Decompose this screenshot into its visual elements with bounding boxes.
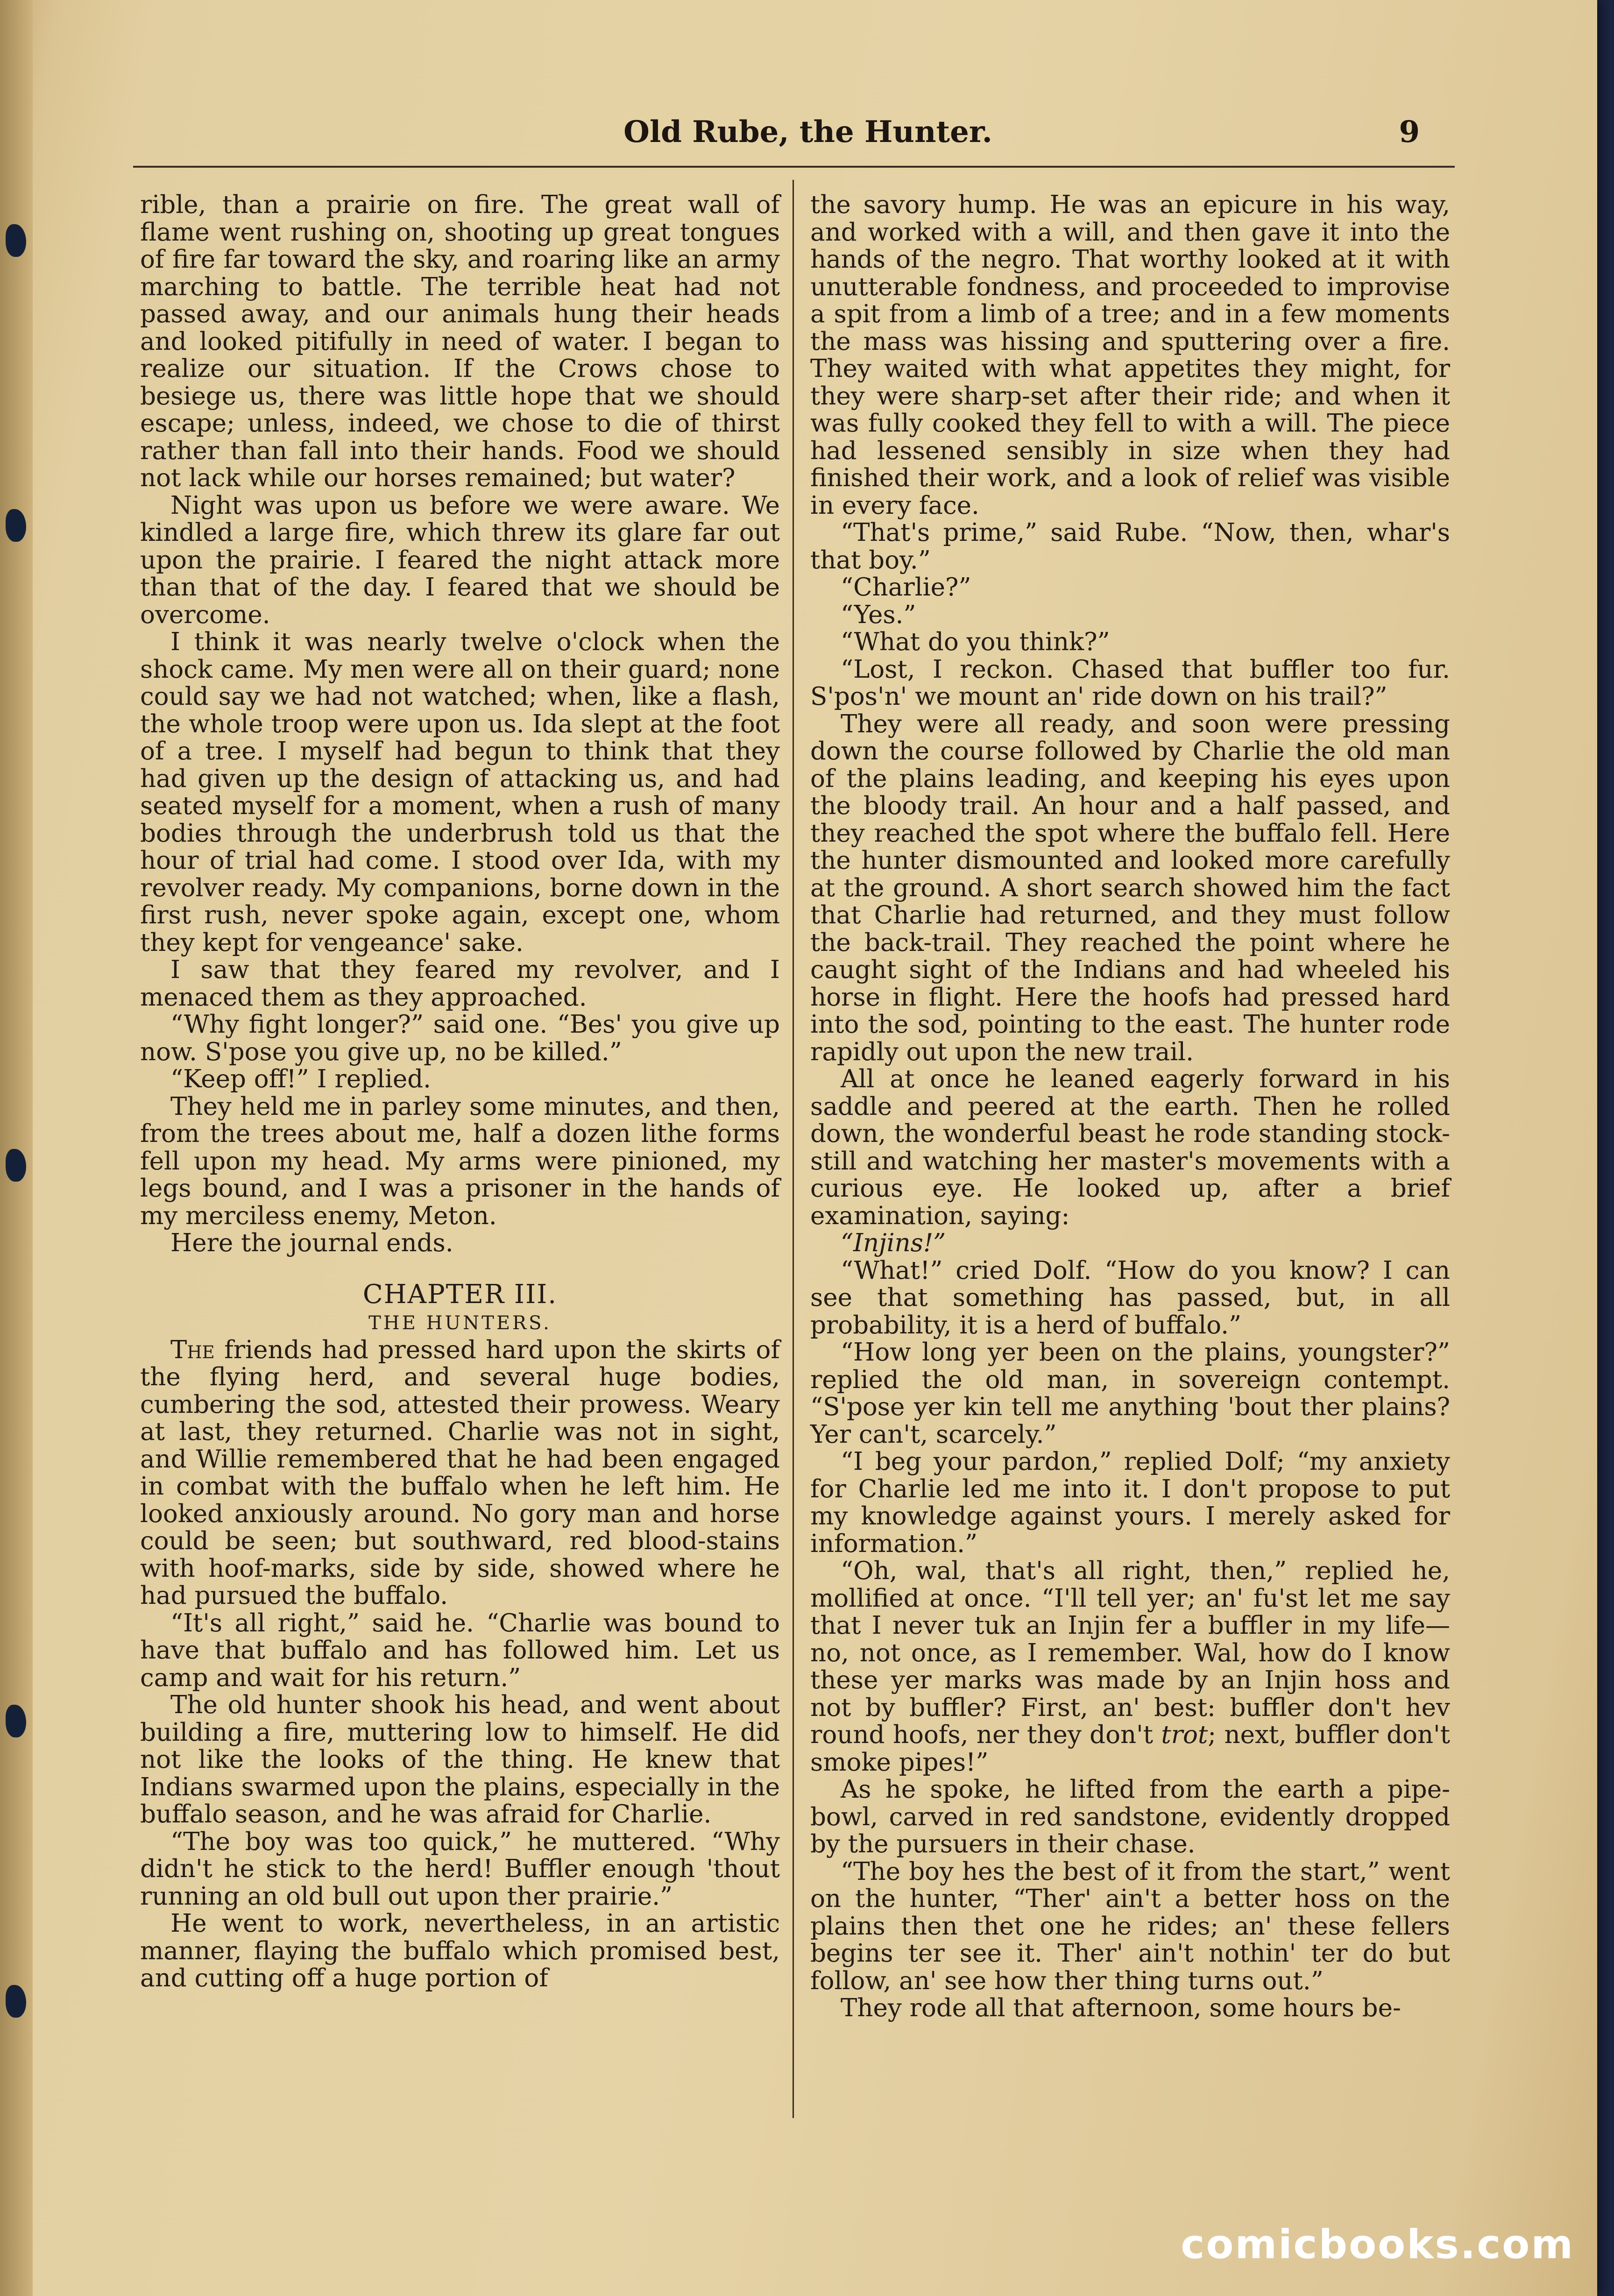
header-rule (133, 166, 1455, 168)
site-watermark: comicbooks.com (1181, 2221, 1574, 2268)
paragraph-text: friends had pressed hard upon the skirts of the flying herd, and several huge bodies, cumbering the sod, attested their prowess. Weary at last, they returned. Charlie was not in sight, and Willie remembered that he had been engaged in combat with the buffalo when he left him. He looked anxiously around. No gory man and horse could be seen; but southward, red blood-stains with hoof-marks, side by side, showed where he had pursued the buffalo. (140, 1335, 780, 1610)
column-divider (793, 180, 794, 2118)
paragraph: He went to work, nevertheless, in an artistic manner, flaying the buffalo which promised best, and cutting off a huge portion of (140, 1909, 780, 1992)
paragraph: “Injins!” (841, 1229, 946, 1257)
paragraph: As he spoke, he lifted from the earth a pipe-bowl, carved in red sandstone, evidently dropped by the pursuers in their chase. (810, 1775, 1450, 1858)
paragraph: “What do you think?” (841, 628, 1110, 656)
paragraph: I saw that they feared my revolver, and I menaced them as they approached. (140, 956, 780, 1012)
paragraph: The old hunter shook his head, and went about building a fire, muttering low to himself. He did not like the looks of the thing. He knew that Indians swarmed upon the plains, especially in the buffalo season, and he was afraid for Charlie. (140, 1691, 780, 1828)
paragraph: They were all ready, and soon were pressing down the course followed by Charlie the old man of the plains leading, and keeping his eyes upon the bloody trail. An hour and a half passed, and they reached the spot where the buffalo fell. Here the hunter dismounted and looked more carefully at the ground. A short search showed him the fact that Charlie had returned, and they must follow the back-trail. They reached the point where he caught sight of the Indians and had wheeled his horse in flight. Here the hoofs had pressed hard into the sod, pointing to the east. The hunter rode rapidly out upon the new trail. (810, 709, 1450, 1066)
paragraph: Here the journal ends. (170, 1229, 453, 1257)
paragraph-text: “Oh, wal, that's all right, then,” replied he, mollified at once. “I'll tell yer; an' fu'st let me say that I never tuk an Injin fer a buffler in my life—no, not once, as I remember. Wal, how do I know these yer marks was made by an Injin hoss and not by buffler? First, an' best: buffler don't hev round hoofs, ner they don't (810, 1557, 1450, 1749)
chapter-title: CHAPTER III. (362, 1279, 558, 1310)
page-number: 9 (1399, 114, 1420, 149)
lead-in-word: The (170, 1335, 215, 1364)
paragraph (140, 1337, 780, 1610)
paragraph: “The boy was too quick,” he muttered. “Why didn't he stick to the herd! Buffler enough 'thout running an old bull out upon ther prairie.” (140, 1827, 780, 1911)
paragraph: “How long yer been on the plains, youngster?” replied the old man, in sovereign contempt. “S'pose yer kin tell me anything 'bout ther plains? Yer can't, scarcely.” (810, 1338, 1450, 1449)
paragraph: “I beg your pardon,” replied Dolf; “my anxiety for Charlie led me into it. I don't propose to put my knowledge against yours. I merely asked for information.” (810, 1447, 1450, 1558)
paragraph: All at once he leaned eagerly forward in his saddle and peered at the earth. Then he rolled down, the wonderful beast he rode standing stock-still and watching her master's movements with a curious eye. He looked up, after a brief examination, saying: (810, 1065, 1450, 1230)
paragraph: “Charlie?” (841, 573, 971, 602)
emphasis-text: trot (1161, 1721, 1208, 1749)
paragraph: They held me in parley some minutes, and then, from the trees about me, half a dozen lithe forms fell upon my head. My arms were pinioned, my legs bound, and I was a prisoner in the hands of my merciless enemy, Meton. (140, 1092, 780, 1230)
paragraph-text: ; next, buffler don't smoke pipes!” (810, 1721, 1451, 1777)
paragraph: “It's all right,” said he. “Charlie was bound to have that buffalo and has followed him. Let us camp and wait for his return.” (140, 1609, 780, 1692)
left-column (140, 191, 780, 1992)
paragraph: I think it was nearly twelve o'clock when the shock came. My men were all on their guard; none could say we had not watched; when, like a flash, the whole troop were upon us. Ida slept at the foot of a tree. I myself had begun to think that they had given up the design of attacking us, and had seated myself for a moment, when a rush of many bodies through the underbrush told us that the hour of trial had come. I stood over Ida, with my revolver ready. My companions, borne down in the first rush, never spoke again, except one, whom they kept for vengeance' sake. (140, 628, 780, 957)
paragraph: “Why fight longer?” said one. “Bes' you give up now. S'pose you give up, no be killed.” (140, 1010, 780, 1066)
paragraph: “That's prime,” said Rube. “Now, then, whar's that boy.” (810, 518, 1450, 574)
paragraph: “What!” cried Dolf. “How do you know? I can see that something has passed, but, in all probability, it is a herd of buffalo.” (810, 1256, 1450, 1339)
paragraph: They rode all that afternoon, some hours be- (841, 1994, 1401, 2022)
paragraph: “The boy hes the best of it from the start,” went on the hunter, “Ther' ain't a better hoss on the plains then thet one he rides; an' these fellers begins ter see it. Ther' ain't nothin' ter do but follow, an' see how ther thing turns out.” (810, 1857, 1450, 1995)
running-title: Old Rube, the Hunter. (623, 114, 992, 149)
paragraph: “Keep off!” I replied. (170, 1065, 432, 1093)
paragraph: “Yes.” (841, 600, 916, 629)
page-binding-edge (0, 0, 33, 2296)
paragraph: the savory hump. He was an epicure in his way, and worked with a will, and then gave it into the hands of the negro. That worthy looked at it with unutterable fondness, and proceeded to improvise a spit from a limb of a tree; and in a few moments the mass was hissing and sputtering over a fire. They waited with what appetites they might, for they were sharp-set after their ride; and when it was fully cooked they fell to with a will. The piece had lessened sensibly in size when they had finished their work, and a look of relief was visible in every face. (810, 191, 1450, 520)
paragraph (810, 1558, 1450, 1776)
paragraph: Night was upon us before we were aware. We kindled a large fire, which threw its glare far out upon the prairie. I feared the night attack more than that of the day. I feared that we should be overcome. (140, 491, 780, 629)
right-column (810, 191, 1450, 2022)
chapter-subtitle: THE HUNTERS. (368, 1312, 552, 1334)
paragraph: “Lost, I reckon. Chased that buffler too fur. S'pos'n' we mount an' ride down on his trail?” (810, 655, 1450, 711)
paragraph: rible, than a prairie on fire. The great wall of flame went rushing on, shooting up great tongues of fire far toward the sky, and roaring like an army marching to battle. The terrible heat had not passed away, and our animals hung their heads and looked pitifully in need of water. I began to realize our situation. If the Crows chose to besiege us, there was little hope that we should escape; unless, indeed, we chose to die of thirst rather than fall into their hands. Food we should not lack while our horses remained; but water? (140, 191, 780, 492)
